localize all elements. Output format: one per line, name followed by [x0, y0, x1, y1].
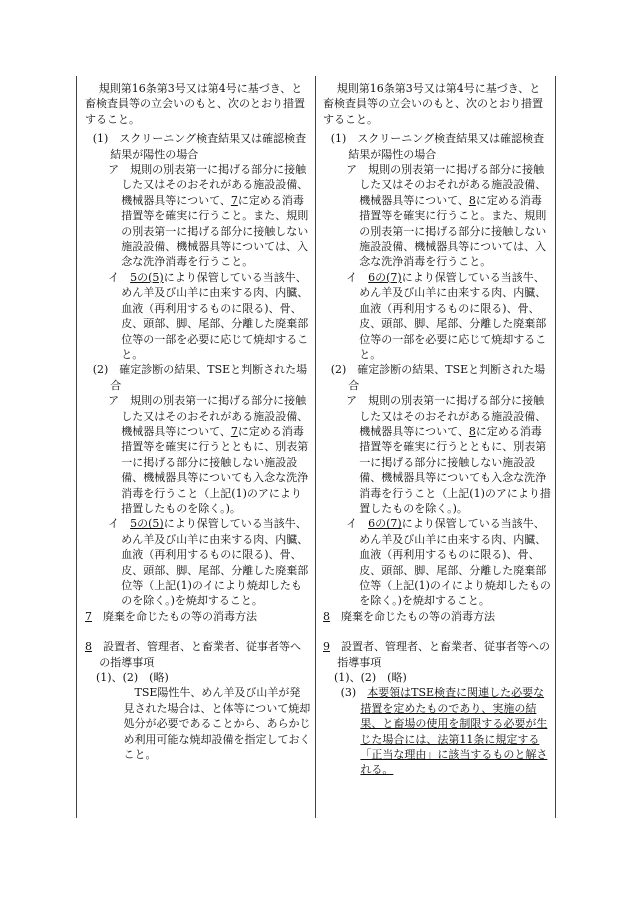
section-reference: 7 [230, 424, 238, 438]
item-text: ア 規則の別表第一に掲げる部分に接触した又はそのおそれがある施設設備、機械器具等について、 [346, 394, 547, 438]
section-2-title: (2) 確定診断の結果、TSEと判断された場合 [92, 363, 308, 392]
section-reference: 8 [468, 424, 476, 438]
section-title: 設置者、管理者、と畜業者、従事者等への指導事項 [337, 640, 550, 669]
section-number: 8 [323, 609, 330, 623]
item-text: ア 規則の別表第一に掲げる部分に接触した又はそのおそれがある施設設備、機械器具等について、 [346, 163, 547, 207]
section-number: 8 [85, 640, 92, 654]
item-text: により保管している当該牛、めん羊及び山羊に由来する肉、内臓、血液（再利用するものに限る)、骨、皮、頭部、脚、尾部、分離した廃棄部位等（上記(1)のイにより焼却したものを除く。)を焼却すること。 [359, 517, 551, 608]
item-text: に定める消毒措置等を確実に行うこと。また、規則の別表第一に掲げる部分に接触しない施設設備、機械器具等については、入念な洗浄消毒を行うこと。 [359, 193, 547, 269]
section-reference: 5の(5) [130, 270, 164, 284]
section-2-item-a [85, 393, 311, 516]
section-title: 設置者、管理者、と畜業者、従事者等への指導事項 [99, 640, 301, 669]
section-2-item-i [85, 516, 311, 608]
section-1-item-i [323, 270, 551, 362]
comparison-table [76, 76, 556, 818]
item-text: により保管している当該牛、めん羊及び山羊に由来する肉、内臓、血液（再利用するものに限る)、骨、皮、頭部、脚、尾部、分離した廃棄部位等（上記(1)のイにより焼却したものを除く。)を焼却すること。 [121, 517, 309, 608]
section-number: 7 [85, 609, 92, 623]
intro-paragraph: 規則第16条第3号又は第4号に基づき、と畜検査員等の立会いのもと、次のとおり措置すること。 [85, 82, 305, 126]
right-column [316, 76, 556, 818]
section-9-heading [323, 639, 551, 670]
item-text: に定める消毒措置等を確実に行うこと。また、規則の別表第一に掲げる部分に接触しない施設設備、機械器具等については、入念な洗浄消毒を行うこと。 [121, 193, 309, 269]
item-text: により保管している当該牛、めん羊及び山羊に由来する肉、内臓、血液（再利用するものに限る)、骨、皮、頭部、脚、尾部、分離した廃棄部位等の一部を必要に応じて焼却すること。 [359, 270, 547, 361]
section-number: 9 [323, 640, 330, 654]
item-text: により保管している当該牛、めん羊及び山羊に由来する肉、内臓、血液（再利用するものに限る)、骨、皮、頭部、脚、尾部、分離した廃棄部位等の一部を必要に応じて焼却すること。 [121, 270, 309, 361]
item-text: 本要領はTSE検査に関連した必要な措置を定めたものであり、実施の結果、と畜場の使用を制限する必要が生じた場合には、法第11条に規定する「正当な理由」に該当するものと解される。 [360, 686, 548, 777]
section-9-item-3 [323, 685, 551, 777]
section-8-heading [323, 609, 551, 624]
section-reference: 6の(7) [368, 517, 402, 531]
section-reference: 5の(5) [130, 517, 164, 531]
section-8-heading [85, 639, 311, 670]
item-text: イ [108, 270, 131, 284]
section-title: 廃棄を命じたもの等の消毒方法 [341, 609, 495, 623]
left-column [76, 76, 316, 818]
section-9-sub: (1)、(2) (略) [334, 671, 407, 685]
section-2-item-a [323, 393, 551, 516]
section-1-item-a [323, 162, 551, 270]
section-7-heading [85, 609, 311, 624]
section-1-title: (1) スクリーニング検査結果又は確認検査結果が陽性の場合 [92, 132, 307, 161]
intro-paragraph: 規則第16条第3号又は第4号に基づき、と畜検査員等の立会いのもと、次のとおり措置すること。 [323, 82, 543, 126]
section-1-item-a [85, 162, 311, 270]
item-text: イ [108, 517, 131, 531]
item-text: に定める消毒措置等を確実に行うとともに、別表第一に掲げる部分に接触しない施設設備、機械器具等についても入念な洗浄消毒を行うこと（上記(1)のアにより措置したものを除く。)。 [121, 424, 309, 515]
section-reference: 7 [230, 193, 238, 207]
section-8-sub: (1)、(2) (略) [96, 671, 169, 685]
section-8-body: TSE陽性牛、めん羊及び山羊が発見された場合は、と体等について焼却処分が必要であることから、あらかじめ利用可能な焼却設備を指定しておくこと。 [123, 686, 311, 762]
item-text: イ [346, 270, 369, 284]
item-text: ア 規則の別表第一に掲げる部分に接触した又はそのおそれがある施設設備、機械器具等について、 [108, 394, 309, 438]
section-title: 廃棄を命じたもの等の消毒方法 [103, 609, 257, 623]
item-text: イ [346, 517, 369, 531]
section-1-title: (1) スクリーニング検査結果又は確認検査結果が陽性の場合 [330, 132, 545, 161]
section-2-item-i [323, 516, 551, 608]
item-text: に定める消毒措置等を確実に行うとともに、別表第一に掲げる部分に接触しない施設設備、機械器具等についても入念な洗浄消毒を行うこと（上記(1)のアにより措置したものを除く。)。 [359, 424, 551, 515]
section-1-item-i [85, 270, 311, 362]
section-reference: 8 [468, 193, 476, 207]
section-2-title: (2) 確定診断の結果、TSEと判断された場合 [330, 363, 546, 392]
section-reference: 6の(7) [368, 270, 402, 284]
item-number: (3) [340, 686, 368, 700]
item-text: ア 規則の別表第一に掲げる部分に接触した又はそのおそれがある施設設備、機械器具等について、 [108, 163, 309, 207]
